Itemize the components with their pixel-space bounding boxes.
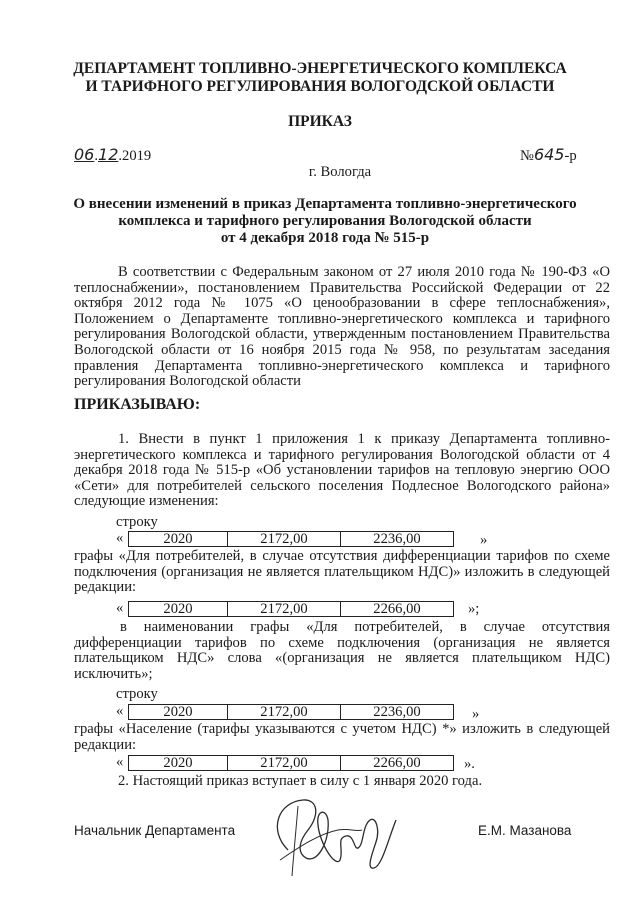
- row3-year: 2020: [129, 705, 228, 720]
- title-line3: от 4 декабря 2018 года № 515-р: [220, 230, 430, 246]
- row2-value-2: 2266,00: [341, 602, 454, 617]
- date-year: .2019: [118, 148, 152, 164]
- order-word: ПРИКАЗЫВАЮ:: [74, 396, 201, 413]
- tariff-row-3: [128, 704, 454, 720]
- row2-year: 2020: [129, 602, 228, 617]
- tariff-row-4: [128, 755, 454, 771]
- number-value: 645: [533, 145, 565, 164]
- naming-paragraph: в наименовании графы «Для потребителей, в случае отсутствия дифференциации тарифов по схеме подключения (организация не является плательщиком НДС» слова «(организация не является плательщиком НДС) исключить»;: [74, 619, 610, 682]
- preamble-paragraph: В соответствии с Федеральным законом от 27 июля 2010 года № 190-ФЗ «О теплоснабжении», постановлением Правительства Российской Федерации от 22 октября 2012 года № 1075 «О ценообразовании в сфере теплоснабжения», Положением о Департаменте топливно-энергетического комплекса и тарифного регулирования Вологодской области, утвержденным постановлением Правительства Вологодской области от 16 ноября 2015 года № 958, по результатам заседания правления Департамента топливно-энергетического комплекса и тарифного регулирования Вологодской области: [74, 264, 610, 390]
- signatory-name: Е.М. Мазанова: [478, 823, 572, 838]
- row1-value-2: 2236,00: [341, 532, 454, 547]
- row1-open-quote: «: [116, 530, 124, 546]
- order-number: [520, 145, 577, 165]
- number-prefix: №: [520, 148, 534, 164]
- row-word-2: строку: [116, 686, 158, 702]
- department-header-line1: ДЕПАРТАМЕНТ ТОПЛИВНО-ЭНЕРГЕТИЧЕСКОГО КОМПЛЕКСА: [73, 60, 567, 77]
- row2-value-1: 2172,00: [228, 602, 341, 617]
- row1-year: 2020: [129, 532, 228, 547]
- row4-year: 2020: [129, 756, 228, 771]
- city: г. Вологда: [308, 164, 372, 180]
- department-header-line2: И ТАРИФНОГО РЕГУЛИРОВАНИЯ ВОЛОГОДСКОЙ ОБЛАСТИ: [85, 78, 555, 95]
- row2-open-quote: «: [116, 600, 124, 616]
- row4-value-2: 2266,00: [341, 756, 454, 771]
- row3-value-1: 2172,00: [228, 705, 341, 720]
- row4-value-1: 2172,00: [228, 756, 341, 771]
- tariff-row-1: [128, 531, 454, 547]
- row3-value-2: 2236,00: [341, 705, 454, 720]
- title-line2: комплекса и тарифного регулирования Вологодской области: [118, 213, 532, 229]
- row2-close-quote: »;: [468, 601, 480, 617]
- handwritten-signature: [258, 790, 408, 885]
- graph2-paragraph: графы «Население (тарифы указываются с учетом НДС) *» изложить в следующей редакции:: [74, 721, 610, 753]
- row1-close-quote: »: [480, 532, 488, 548]
- row3-close-quote: »: [472, 706, 480, 722]
- title-line1: О внесении изменений в приказ Департамента топливно-энергетического: [73, 196, 577, 212]
- item1-paragraph: 1. Внести в пункт 1 приложения 1 к приказу Департамента топливно-энергетического комплекса и тарифного регулирования Вологодской области от 4 декабря 2018 года № 515-р «Об установлении тарифов на тепловую энергию ООО «Сети» для потребителей сельского поселения Подлесное Вологодского района» следующие изменения:: [74, 431, 610, 510]
- date-day: 06: [74, 145, 95, 164]
- row4-open-quote: «: [116, 754, 124, 770]
- row3-open-quote: «: [116, 703, 124, 719]
- row-word-1: строку: [116, 514, 158, 530]
- row1-value-1: 2172,00: [228, 532, 341, 547]
- document-type: ПРИКАЗ: [288, 113, 352, 130]
- graph1-paragraph: графы «Для потребителей, в случае отсутствия дифференциации тарифов по схеме подключения (организация не является плательщиком НДС)» изложить в следующей редакции:: [74, 548, 610, 596]
- number-suffix: -р: [564, 148, 577, 164]
- date-separator: .: [94, 148, 99, 164]
- order-date: [74, 145, 151, 165]
- tariff-row-2: [128, 601, 454, 617]
- date-month: 12: [98, 145, 119, 164]
- item2-paragraph: 2. Настоящий приказ вступает в силу с 1 января 2020 года.: [118, 773, 483, 789]
- signatory-position: Начальник Департамента: [74, 823, 236, 838]
- row4-close-quote: ».: [464, 756, 475, 772]
